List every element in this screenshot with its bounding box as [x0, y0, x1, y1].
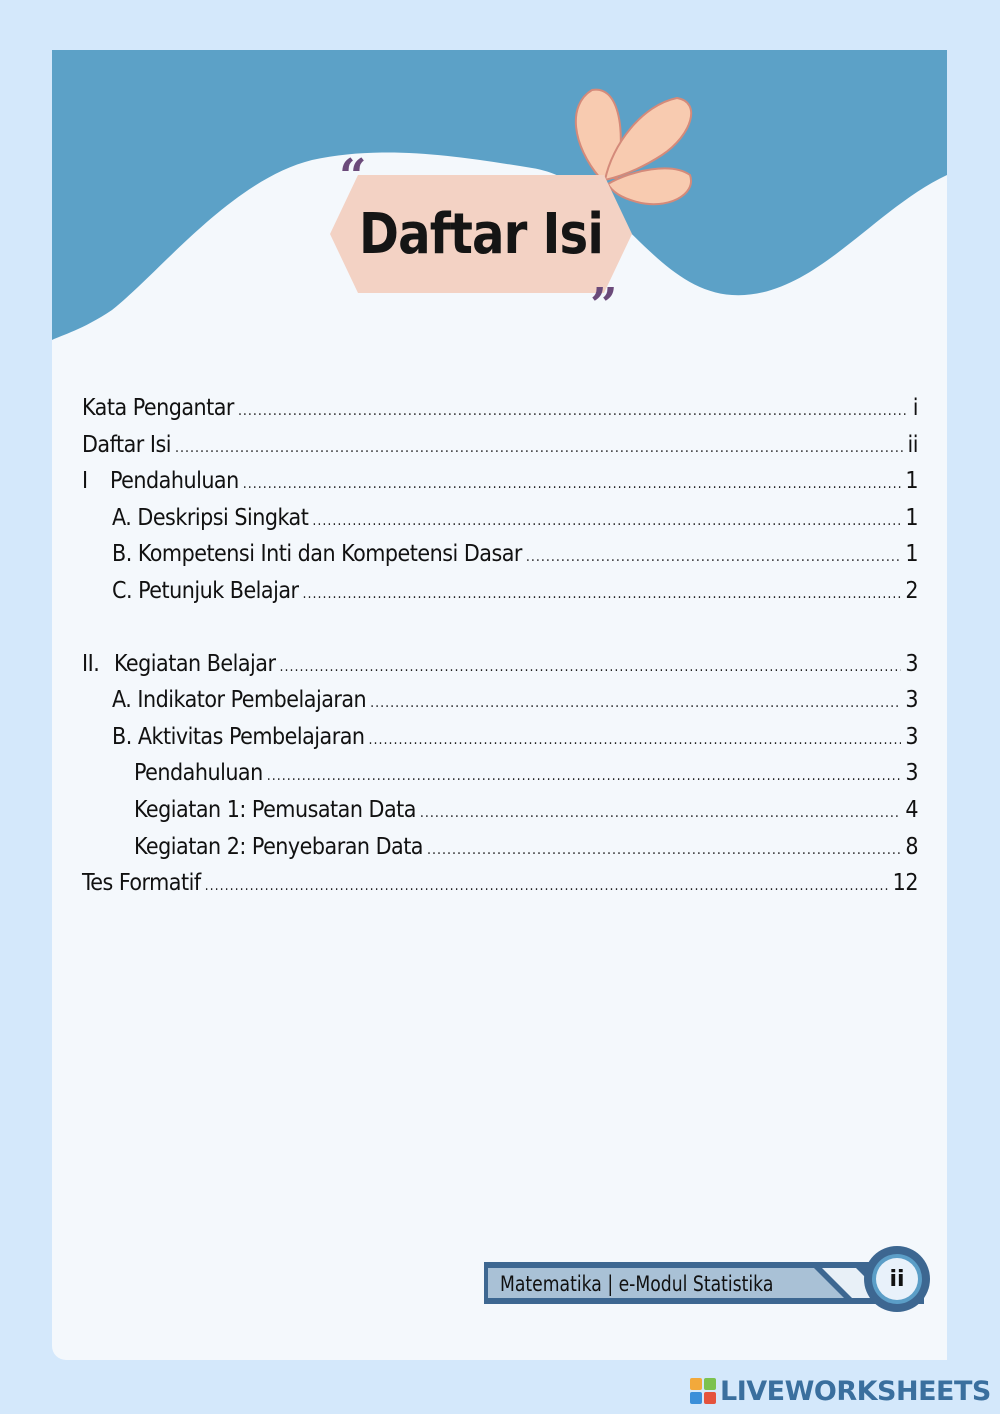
toc-leader-dots	[205, 868, 889, 905]
toc-label: Kegiatan 2: Penyebaran Data	[134, 833, 423, 860]
toc-leader-dots	[175, 430, 904, 467]
toc-label: C. Petunjuk Belajar	[112, 577, 299, 604]
toc-leader-dots	[526, 539, 901, 576]
toc-entry-tes-formatif[interactable]	[82, 865, 918, 902]
toc-entry-deskripsi-singkat[interactable]	[82, 500, 918, 537]
liveworksheets-logo-icon	[690, 1378, 716, 1404]
toc-label: Tes Formatif	[82, 870, 201, 897]
toc-label: B. Kompetensi Inti dan Kompetensi Dasar	[112, 541, 522, 568]
table-of-contents	[82, 390, 918, 902]
document-page	[52, 50, 947, 1360]
toc-spacer	[82, 610, 918, 646]
title-banner	[330, 175, 632, 293]
toc-entry-aktivitas[interactable]	[82, 719, 918, 756]
toc-entry-indikator[interactable]	[82, 682, 918, 719]
toc-leader-dots	[280, 649, 902, 686]
toc-page-number: 2	[905, 577, 918, 604]
page-number: ii	[876, 1258, 918, 1300]
toc-entry-pendahuluan[interactable]	[82, 463, 918, 500]
toc-page-number: 1	[905, 541, 918, 568]
toc-chapter-number: I	[82, 468, 88, 495]
toc-label: Kegiatan Belajar	[114, 650, 276, 677]
toc-leader-dots	[370, 685, 901, 722]
toc-entry-kegiatan-1[interactable]	[82, 792, 918, 829]
toc-chapter-number: II.	[82, 650, 100, 677]
liveworksheets-wordmark: LIVEWORKSHEETS	[720, 1375, 991, 1407]
liveworksheets-brand[interactable]	[690, 1374, 991, 1408]
toc-label: Pendahuluan	[134, 760, 263, 787]
toc-label: A. Deskripsi Singkat	[112, 504, 309, 531]
toc-page-number: 3	[905, 650, 918, 677]
toc-page-number: 3	[905, 687, 918, 714]
open-quote-mark: “	[339, 149, 367, 205]
toc-leader-dots	[243, 466, 902, 503]
footer-title: Matematika | e-Modul Statistika	[500, 1272, 774, 1296]
toc-page-number: 3	[905, 723, 918, 750]
toc-page-number: 3	[905, 760, 918, 787]
toc-entry-petunjuk-belajar[interactable]	[82, 573, 918, 610]
toc-leader-dots	[267, 758, 902, 795]
toc-page-number: 4	[905, 796, 918, 823]
toc-label: B. Aktivitas Pembelajaran	[112, 723, 365, 750]
toc-leader-dots	[427, 832, 901, 869]
close-quote-mark: ”	[590, 278, 618, 334]
toc-page-number: i	[912, 395, 918, 421]
toc-page-number: 12	[892, 870, 918, 897]
toc-entry-kegiatan-belajar[interactable]	[82, 646, 918, 683]
toc-page-number: ii	[907, 431, 918, 458]
toc-entry-pendahuluan-sub[interactable]	[82, 755, 918, 792]
toc-leader-dots	[303, 576, 902, 613]
toc-entry-daftar-isi[interactable]	[82, 427, 918, 464]
toc-label: Kata Pengantar	[82, 395, 234, 421]
toc-entry-kata-pengantar[interactable]	[82, 390, 918, 427]
toc-label: Daftar Isi	[82, 431, 171, 458]
toc-entry-kegiatan-2[interactable]	[82, 829, 918, 866]
toc-label: Pendahuluan	[110, 468, 239, 495]
page-title: Daftar Isi	[359, 201, 603, 267]
toc-page-number: 8	[905, 833, 918, 860]
toc-page-number: 1	[905, 504, 918, 531]
toc-leader-dots	[238, 393, 909, 430]
toc-leader-dots	[420, 795, 901, 832]
toc-page-number: 1	[905, 468, 918, 495]
toc-label: Kegiatan 1: Pemusatan Data	[134, 796, 416, 823]
toc-leader-dots	[369, 722, 902, 759]
toc-label: A. Indikator Pembelajaran	[112, 687, 367, 714]
toc-entry-kompetensi[interactable]	[82, 536, 918, 573]
toc-leader-dots	[312, 503, 901, 540]
